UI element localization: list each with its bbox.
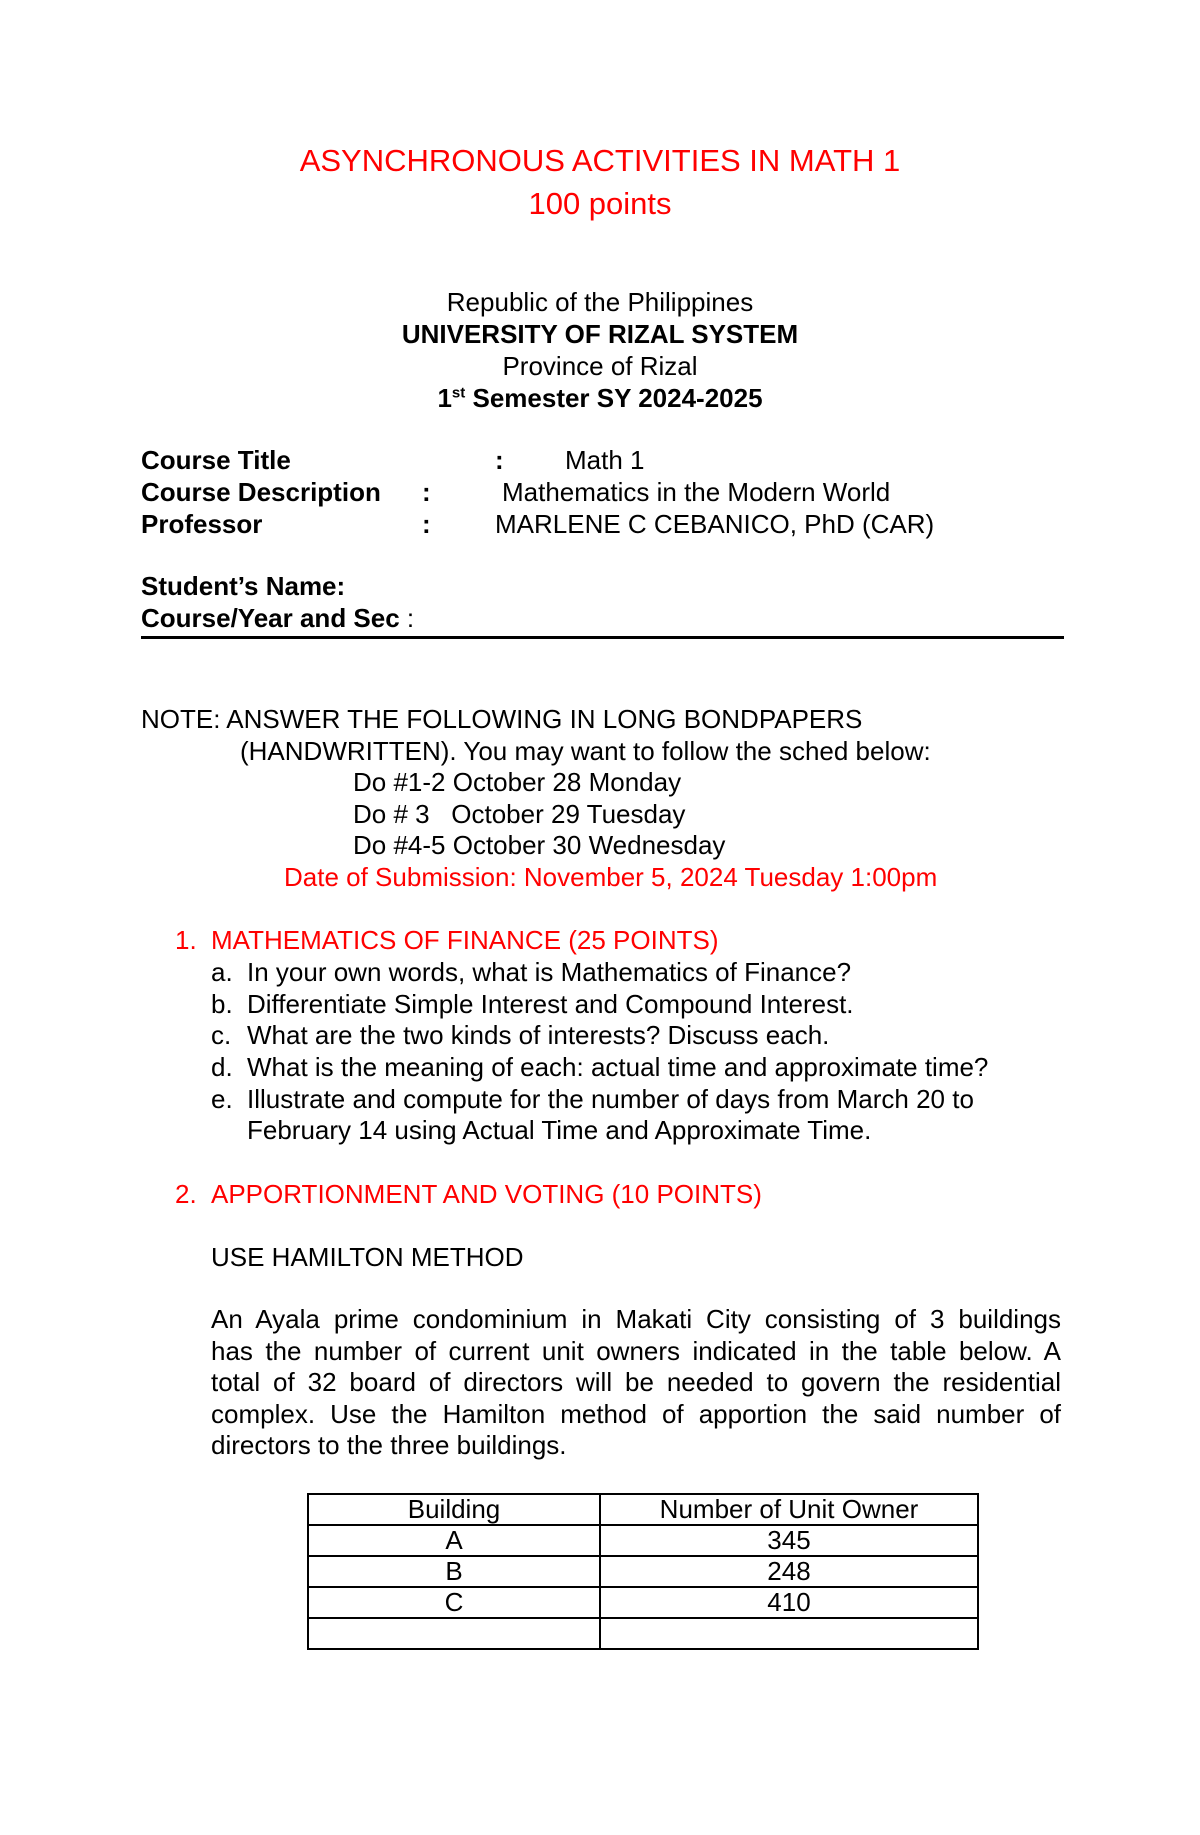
section-1-item-e-continued: February 14 using Actual Time and Approximate Time. bbox=[247, 1115, 872, 1145]
section-1-item-b-letter: b. bbox=[211, 989, 233, 1019]
table-row bbox=[308, 1587, 978, 1618]
unit-owner-cell: 248 bbox=[600, 1556, 978, 1587]
student-name-label: Student’s Name: bbox=[141, 571, 346, 601]
section-1-item-e: Illustrate and compute for the number of days from March 20 to bbox=[247, 1084, 974, 1114]
method-instruction: USE HAMILTON METHOD bbox=[211, 1242, 524, 1272]
building-cell bbox=[308, 1618, 600, 1649]
header-divider bbox=[141, 636, 1064, 639]
course-description-label: Course Description bbox=[141, 477, 381, 507]
section-2-title: APPORTIONMENT AND VOTING (10 POINTS) bbox=[211, 1179, 762, 1209]
table-header-row bbox=[308, 1494, 978, 1525]
building-cell: A bbox=[308, 1525, 600, 1556]
schedule-item-2: Do # 3 October 29 Tuesday bbox=[353, 799, 686, 829]
course-description-colon: : bbox=[422, 477, 431, 507]
professor-value: MARLENE C CEBANICO, PhD (CAR) bbox=[495, 509, 935, 539]
note-line-2: (HANDWRITTEN). You may want to follow the sched below: bbox=[240, 736, 931, 766]
course-year-section-label: Course/Year and Sec bbox=[141, 603, 400, 633]
course-description-value: Mathematics in the Modern World bbox=[502, 477, 891, 507]
course-title-colon: : bbox=[495, 445, 504, 475]
paragraph-line-1: An Ayala prime condominium in Makati City consisting of 3 buildings bbox=[211, 1304, 1061, 1334]
section-1-item-c: What are the two kinds of interests? Discuss each. bbox=[247, 1020, 830, 1050]
course-title-value: Math 1 bbox=[565, 445, 645, 475]
unit-owner-cell bbox=[600, 1618, 978, 1649]
building-column-header: Building bbox=[308, 1494, 600, 1525]
course-title-label: Course Title bbox=[141, 445, 291, 475]
table-row-empty bbox=[308, 1618, 978, 1649]
course-year-section-line bbox=[141, 602, 414, 634]
unit-owner-cell: 345 bbox=[600, 1525, 978, 1556]
problem-paragraph bbox=[211, 1304, 1061, 1462]
table-row bbox=[308, 1556, 978, 1587]
submission-date: Date of Submission: November 5, 2024 Tuesday 1:00pm bbox=[284, 862, 938, 892]
section-1-item-b: Differentiate Simple Interest and Compound Interest. bbox=[247, 989, 854, 1019]
schedule-item-1: Do #1-2 October 28 Monday bbox=[353, 767, 682, 797]
section-1-title: MATHEMATICS OF FINANCE (25 POINTS) bbox=[211, 925, 719, 955]
semester-line bbox=[0, 382, 1200, 414]
note-line-1: NOTE: ANSWER THE FOLLOWING IN LONG BONDPAPERS bbox=[141, 704, 863, 734]
semester-text: Semester SY 2024-2025 bbox=[465, 383, 763, 413]
schedule-item-3: Do #4-5 October 30 Wednesday bbox=[353, 830, 726, 860]
points-subtitle: 100 points bbox=[528, 186, 672, 221]
paragraph-line-3: total of 32 board of directors will be needed to govern the residential bbox=[211, 1367, 1061, 1397]
paragraph-line-5: directors to the three buildings. bbox=[211, 1430, 567, 1460]
building-cell: C bbox=[308, 1587, 600, 1618]
section-1-item-a: In your own words, what is Mathematics of Finance? bbox=[247, 957, 852, 987]
unit-owner-column-header: Number of Unit Owner bbox=[600, 1494, 978, 1525]
section-1-item-a-letter: a. bbox=[211, 957, 233, 987]
section-1-item-d: What is the meaning of each: actual time and approximate time? bbox=[247, 1052, 989, 1082]
document-title: ASYNCHRONOUS ACTIVITIES IN MATH 1 bbox=[299, 143, 901, 178]
section-1-item-e-letter: e. bbox=[211, 1084, 233, 1114]
section-2-number: 2. bbox=[175, 1179, 197, 1209]
republic-line: Republic of the Philippines bbox=[446, 287, 754, 317]
unit-owners-table bbox=[307, 1493, 979, 1650]
section-1-number: 1. bbox=[175, 925, 197, 955]
semester-ordinal: 1 bbox=[437, 383, 452, 413]
professor-colon: : bbox=[422, 509, 431, 539]
course-year-section-colon: : bbox=[399, 603, 415, 633]
paragraph-line-2: has the number of current unit owners indicated in the table below. A bbox=[211, 1335, 1061, 1366]
section-1-item-d-letter: d. bbox=[211, 1052, 233, 1082]
table-row bbox=[308, 1525, 978, 1556]
building-cell: B bbox=[308, 1556, 600, 1587]
section-1-item-c-letter: c. bbox=[211, 1020, 232, 1050]
province-line: Province of Rizal bbox=[502, 351, 698, 381]
university-name: UNIVERSITY OF RIZAL SYSTEM bbox=[401, 319, 799, 349]
semester-ordinal-suffix: st bbox=[451, 384, 466, 402]
professor-label: Professor bbox=[141, 509, 263, 539]
paragraph-line-4: complex. Use the Hamilton method of apportion the said number of bbox=[211, 1398, 1061, 1429]
unit-owner-cell: 410 bbox=[600, 1587, 978, 1618]
